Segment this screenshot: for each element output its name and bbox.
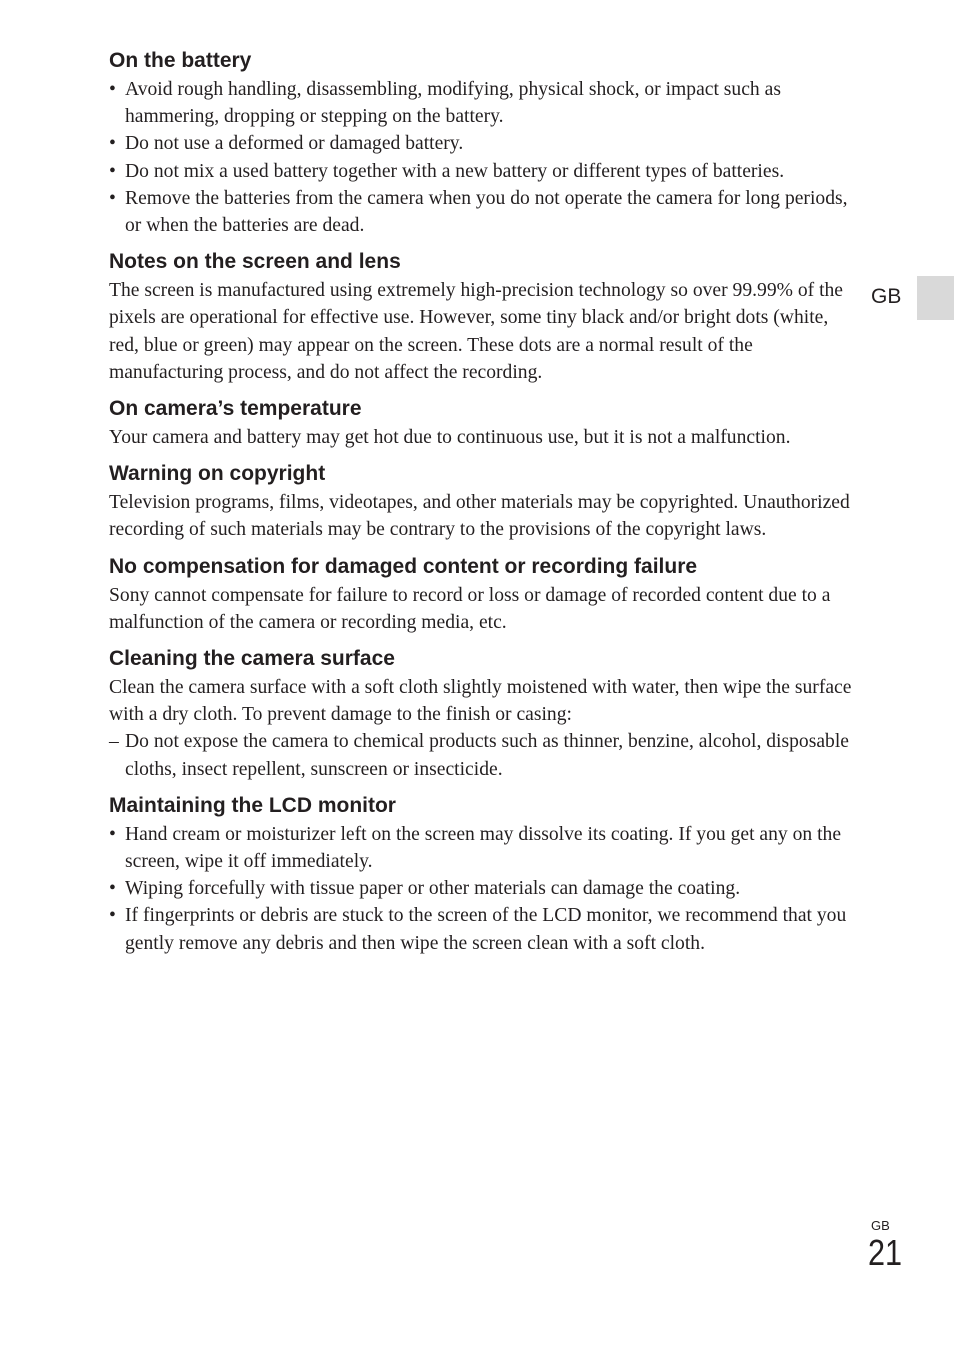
section-heading: Notes on the screen and lens [109,250,401,274]
section-lcd-monitor [109,793,861,957]
section-copyright [109,461,861,543]
section-cleaning [109,646,861,783]
section-body: Sony cannot compensate for failure to record or loss or damage of recorded content due to a malfunction of the camera or recording media, etc. [109,584,831,633]
bullet-item: • Do not mix a used battery together with a new battery or different types of batteries. [109,158,861,185]
bullet-icon: • [109,823,116,845]
side-tab-marker [917,276,954,320]
bullet-icon: • [109,133,116,155]
section-temperature [109,396,861,451]
section-heading: On camera’s temperature [109,397,362,421]
page-content [109,48,861,967]
section-no-compensation [109,554,861,636]
section-heading: On the battery [109,49,252,72]
bullet-item: • Wiping forcefully with tissue paper or other materials can damage the coating. [109,875,861,902]
bullet-item: • Remove the batteries from the camera when you do not operate the camera for long periods, or when the batteries are dead. [109,185,861,239]
section-heading: Maintaining the LCD monitor [109,793,396,817]
section-body: Your camera and battery may get hot due to continuous use, but it is not a malfunction. [109,427,791,449]
side-tab-label: GB [871,285,902,308]
section-heading: Warning on copyright [109,462,326,486]
bullet-icon: • [109,878,116,900]
bullet-icon: • [109,187,116,209]
bullet-item: • Hand cream or moisturizer left on the screen may dissolve its coating. If you get any on the screen, wipe it off immediately. [109,821,861,875]
dash-item: – Do not expose the camera to chemical products such as thinner, benzine, alcohol, disposable cloths, insect repellent, sunscreen or insecticide. [109,728,861,782]
page-number: 21 [868,1232,903,1273]
section-body: The screen is manufactured using extremely high-precision technology so over 99.99% of the pixels are operational for effective use. However, some tiny black and/or bright dots (white, red, blue or green) may appear on the screen. These dots are a normal result of the manufacturing process, and do not affect the recording. [109,280,844,383]
section-body: Clean the camera surface with a soft cloth slightly moistened with water, then wipe the surface with a dry cloth. To prevent damage to the finish or casing: [109,677,852,726]
bullet-item: • Do not use a deformed or damaged battery. [109,130,861,157]
section-heading: Cleaning the camera surface [109,647,395,671]
bullet-icon: • [109,905,116,927]
section-heading: No compensation for damaged content or recording failure [109,554,698,578]
bullet-item: • Avoid rough handling, disassembling, modifying, physical shock, or impact such as hammering, dropping or stepping on the battery. [109,76,861,130]
bullet-icon: • [109,79,116,100]
section-screen-lens [109,249,861,386]
bullet-item: • If fingerprints or debris are stuck to the screen of the LCD monitor, we recommend that you gently remove any debris and then wipe the screen clean with a soft cloth. [109,902,861,956]
bullet-icon: • [109,160,116,182]
dash-icon: – [109,731,119,753]
footer-lang: GB [871,1218,890,1233]
section-body: Television programs, films, videotapes, and other materials may be copyrighted. Unauthorized recording of such materials may be contrary to the provisions of the copyright laws. [109,492,850,541]
section-battery [109,48,861,239]
